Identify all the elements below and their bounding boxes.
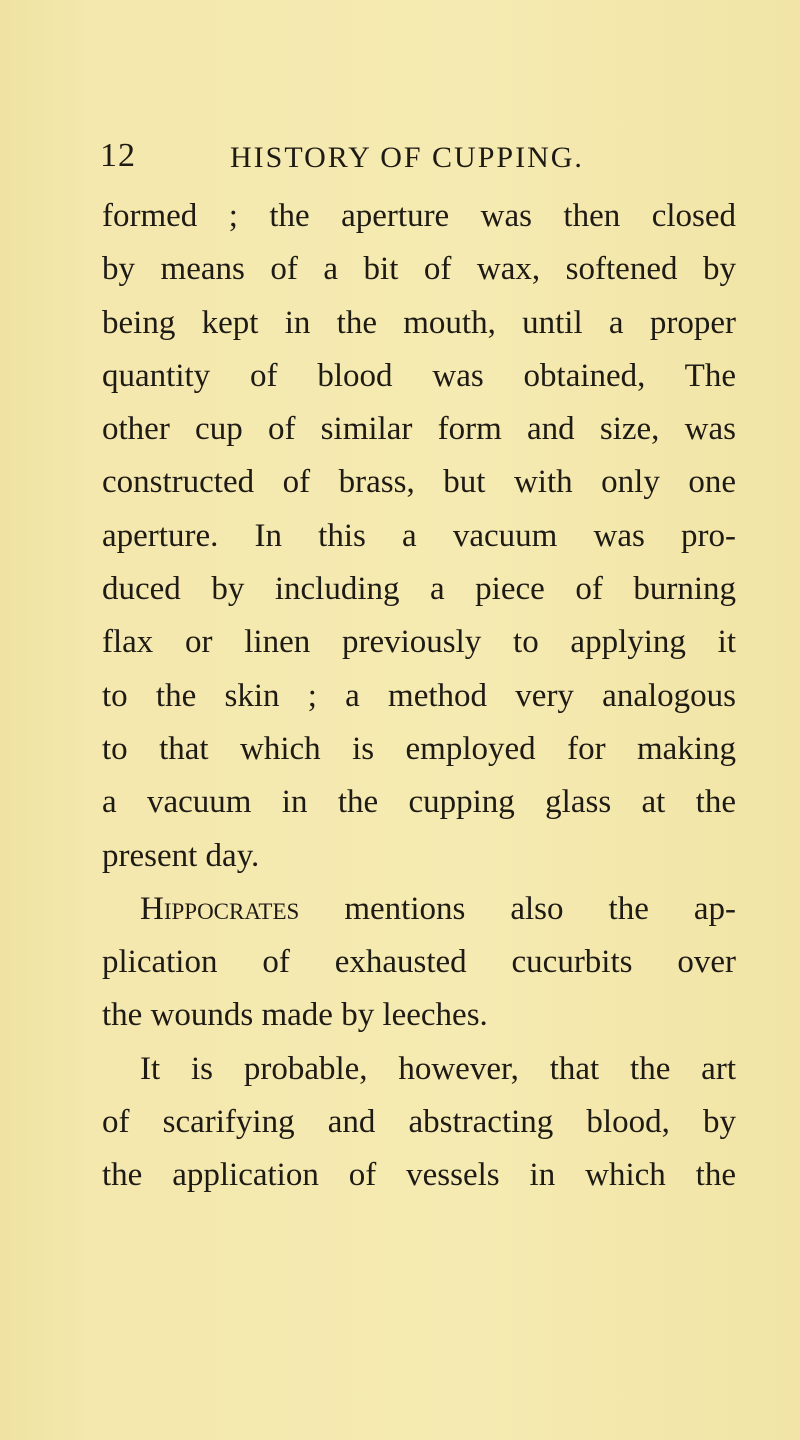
text-line: flax or linen previously to applying it: [102, 624, 736, 661]
text-line: the wounds made by leeches.: [102, 997, 488, 1034]
text-line: duced by including a piece of burning: [102, 571, 736, 608]
paragraph-start-line: It is probable, however, that the art: [140, 1050, 736, 1087]
author-name: Hippocrates: [140, 890, 300, 927]
body-text: [102, 190, 736, 1203]
text-line: formed ; the aperture was then closed: [102, 198, 736, 234]
text-line: a vacuum in the cupping glass at the: [102, 784, 736, 821]
text-line: quantity of blood was obtained, The: [102, 357, 736, 394]
text-line: plication of exhausted cucurbits over: [102, 944, 736, 981]
page-number: 12: [100, 137, 136, 174]
text-fragment: mentions also the ap-: [299, 890, 736, 927]
text-line: by means of a bit of wax, softened by: [102, 251, 736, 288]
text-line: present day.: [102, 837, 260, 874]
running-head: HISTORY OF CUPPING.: [230, 141, 584, 174]
text-line: to the skin ; a method very analogous: [102, 677, 736, 714]
page-header: [100, 136, 740, 186]
text-line: of scarifying and abstracting blood, by: [102, 1104, 736, 1141]
text-line: being kept in the mouth, until a proper: [102, 304, 736, 341]
text-line: to that which is employed for making: [102, 730, 736, 767]
text-line: the application of vessels in which the: [102, 1157, 736, 1194]
paragraph-start-line: [102, 883, 736, 936]
text-line: other cup of similar form and size, was: [102, 411, 736, 448]
text-line: aperture. In this a vacuum was pro-: [102, 517, 736, 554]
text-line: constructed of brass, but with only one: [102, 464, 736, 501]
